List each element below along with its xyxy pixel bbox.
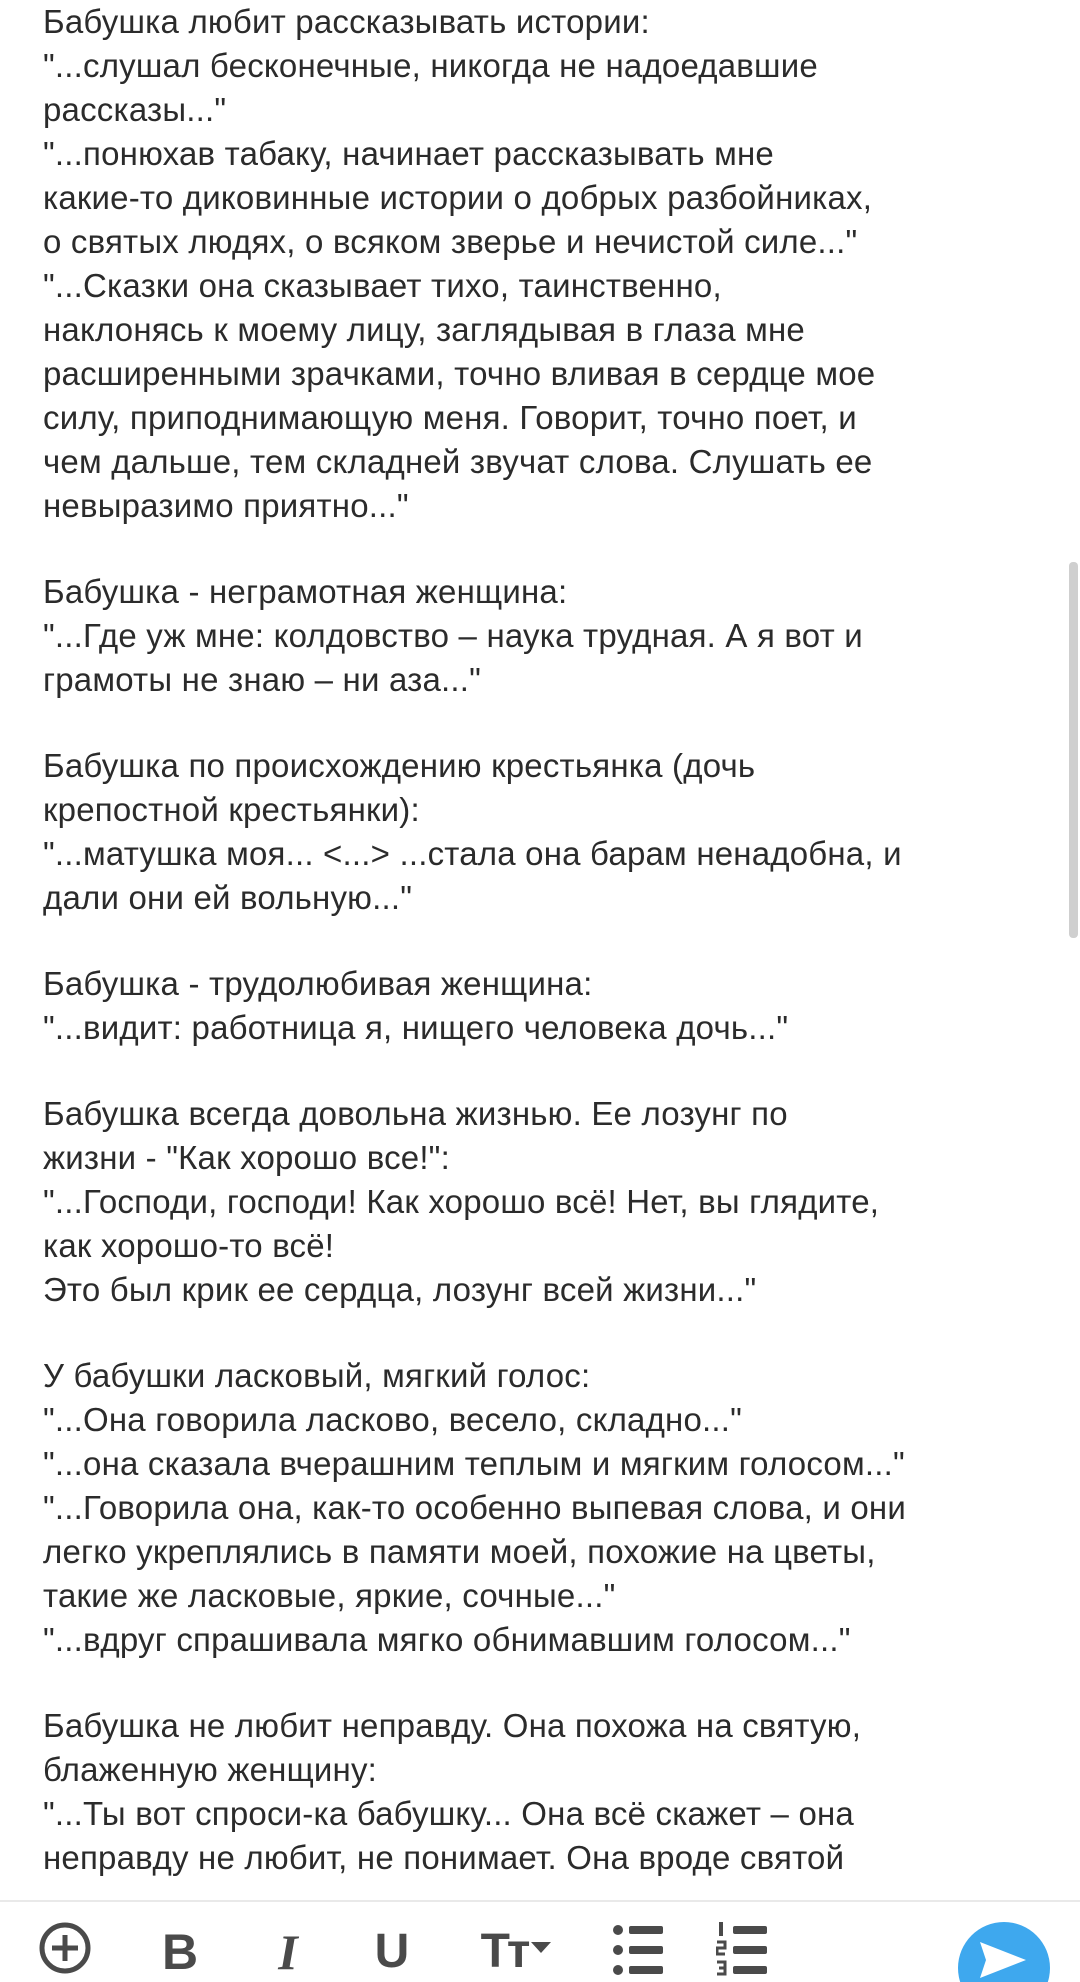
text-line: "...Ты вот спроси-ка бабушку... Она всё скажет – она — [43, 1795, 854, 1832]
text-line: Это был крик ее сердца, лозунг всей жизни..." — [43, 1271, 757, 1308]
text-line: "...Она говорила ласково, весело, складно..." — [43, 1401, 743, 1438]
plus-circle-icon — [37, 1920, 93, 1981]
underline-button[interactable] — [362, 1920, 422, 1982]
text-line: Бабушка не любит неправду. Она похожа на святую, — [43, 1707, 862, 1744]
text-line: дали они ей вольную..." — [43, 879, 413, 916]
text-line: "...матушка моя... <...> ...стала она барам ненадобна, и — [43, 835, 902, 872]
text-line: "...Где уж мне: колдовство – наука трудная. А я вот и — [43, 617, 863, 654]
numbered-list-button[interactable] — [712, 1920, 772, 1982]
text-line: "...слушал бесконечные, никогда не надоедавшие — [43, 47, 818, 84]
text-size-button[interactable] — [468, 1920, 564, 1982]
paragraph-gap — [43, 1312, 1043, 1354]
bold-button[interactable] — [150, 1920, 210, 1982]
text-line: "...Господи, господи! Как хорошо всё! Нет, вы глядите, — [43, 1183, 880, 1220]
text-line: грамоты не знаю – ни аза..." — [43, 661, 482, 698]
formatting-toolbar — [0, 1900, 1080, 1982]
numbered-list-icon — [716, 1920, 768, 1982]
send-icon — [976, 1936, 1028, 1982]
italic-button[interactable] — [258, 1920, 318, 1982]
text-line: Бабушка - трудолюбивая женщина: — [43, 965, 593, 1002]
text-line: "...Говорила она, как-то особенно выпевая слова, и они — [43, 1489, 906, 1526]
text-line: блаженную женщину: — [43, 1751, 378, 1788]
text-line: "...понюхав табаку, начинает рассказывать мне — [43, 135, 774, 172]
italic-icon: I — [278, 1924, 298, 1980]
paragraph-gap — [43, 528, 1043, 570]
bullet-list-button[interactable] — [608, 1920, 668, 1982]
text-line: Бабушка по происхождению крестьянка (дочь — [43, 747, 756, 784]
chevron-down-icon — [531, 1940, 551, 1959]
text-line: Бабушка любит рассказывать истории: — [43, 3, 650, 40]
text-line: "...вдруг спрашивала мягко обнимавшим голосом..." — [43, 1621, 851, 1658]
text-line: "...видит: работница я, нищего человека дочь..." — [43, 1009, 789, 1046]
text-line: какие-то диковинные истории о добрых разбойниках, — [43, 179, 873, 216]
text-line: Бабушка - неграмотная женщина: — [43, 573, 568, 610]
text-line: расширенными зрачками, точно вливая в сердце мое — [43, 355, 876, 392]
answer-text — [43, 0, 1043, 1895]
underline-icon: U — [374, 1925, 410, 1978]
text-line: У бабушки ласковый, мягкий голос: — [43, 1357, 591, 1394]
text-line: неправду не любит, не понимает. Она вроде святой — [43, 1839, 845, 1876]
text-line: жизни - "Как хорошо все!": — [43, 1139, 450, 1176]
text-size-icon: Tт — [480, 1925, 528, 1978]
scrollbar[interactable] — [1069, 562, 1078, 938]
text-line: крепостной крестьянки): — [43, 791, 420, 828]
paragraph-gap — [43, 1050, 1043, 1092]
text-line: невыразимо приятно..." — [43, 487, 409, 524]
paragraph-gap — [43, 702, 1043, 744]
text-line: рассказы..." — [43, 91, 227, 128]
text-line: о святых людях, о всяком зверье и нечистой силе..." — [43, 223, 858, 260]
text-line: чем дальше, тем складней звучат слова. Слушать ее — [43, 443, 873, 480]
text-line: наклонясь к моему лицу, заглядывая в глаза мне — [43, 311, 805, 348]
add-button[interactable] — [30, 1920, 100, 1982]
text-line: как хорошо-то всё! — [43, 1227, 335, 1264]
text-line: "...она сказала вчерашним теплым и мягким голосом..." — [43, 1445, 905, 1482]
text-line: легко укреплялись в памяти моей, похожие на цветы, — [43, 1533, 876, 1570]
paragraph-gap — [43, 1662, 1043, 1704]
text-line: такие же ласковые, яркие, сочные..." — [43, 1577, 616, 1614]
bullet-list-icon — [612, 1920, 664, 1982]
text-line: "...Сказки она сказывает тихо, таинственно, — [43, 267, 722, 304]
text-line: силу, приподнимающую меня. Говорит, точно поет, и — [43, 399, 857, 436]
text-line: Бабушка всегда довольна жизнью. Ее лозунг по — [43, 1095, 788, 1132]
paragraph-gap — [43, 920, 1043, 962]
bold-icon: B — [161, 1924, 199, 1980]
